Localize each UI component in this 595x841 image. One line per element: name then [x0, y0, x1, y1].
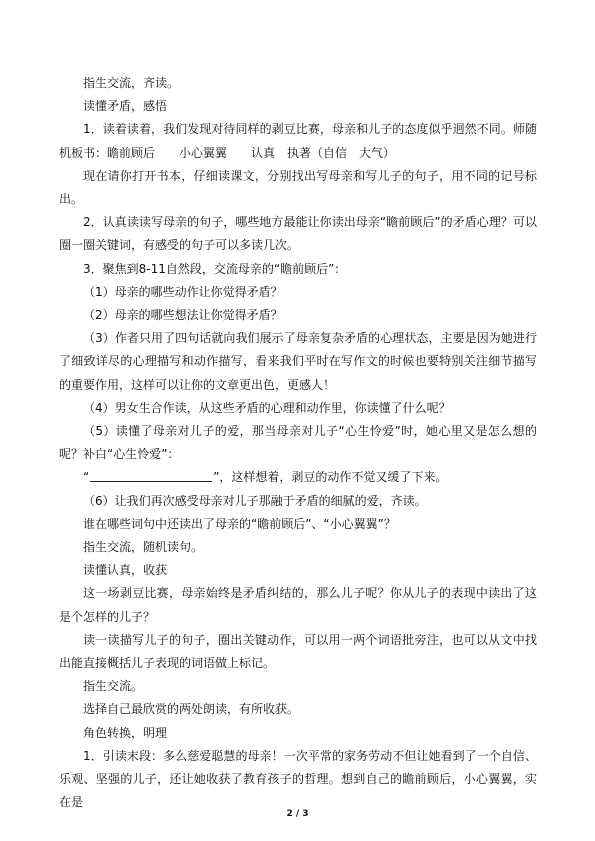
- paragraph: [59, 327, 537, 397]
- paragraph: [59, 722, 537, 745]
- paragraph-text: 谁在哪些词句中还读出了母亲的“瞻前顾后”、“小心翼翼”？: [83, 516, 396, 531]
- paragraph: [59, 582, 537, 628]
- paragraph-text: （1）母亲的哪些动作让你觉得矛盾？: [83, 284, 283, 299]
- paragraph-text: 3．聚焦到8-11自然段，交流母亲的“瞻前顾后”：: [83, 261, 347, 276]
- paragraph-text: 指生交流，齐读。: [83, 76, 180, 90]
- paragraph: [59, 165, 537, 211]
- paragraph: [59, 490, 537, 513]
- page-number: 2 / 3: [286, 809, 309, 819]
- paragraph: [59, 466, 537, 489]
- paragraph: [59, 745, 537, 815]
- paragraph-text: 这一场剥豆比赛，母亲始终是矛盾纠结的，那么儿子呢？你从儿子的表现中读出了这是个怎样的儿子？: [59, 586, 537, 624]
- paragraph: [59, 304, 537, 327]
- paragraph-text: 2．认真读读写母亲的句子，哪些地方最能让你读出母亲“瞻前顾后”的矛盾心理？可以圈一圈关键词，有感受的句子可以多读几次。: [59, 215, 537, 253]
- paragraph: [59, 281, 537, 304]
- paragraph-text: 1．引读末段：多么慈爱聪慧的母亲！一次平常的家务劳动不但让她看到了一个自信、乐观、坚强的儿子，还让她收获了教育孩子的哲理。想到自己的瞻前顾后，小心翼翼，实在是: [59, 748, 537, 810]
- open-quote: “: [83, 470, 90, 485]
- document-body: [59, 72, 537, 815]
- paragraph-text: 读懂认真，收获: [83, 563, 168, 578]
- paragraph-text: 指生交流，随机读句。: [83, 540, 204, 555]
- paragraph-text: 现在请你打开书本，仔细读课文，分别找出写母亲和写儿子的句子，用不同的记号标出。: [59, 168, 537, 207]
- paragraph: [59, 513, 537, 536]
- paragraph-text: 角色转换，明理: [83, 725, 168, 740]
- paragraph: [59, 559, 537, 582]
- paragraph-text: 1．读着读着，我们发现对待同样的剥豆比赛，母亲和儿子的态度似乎迥然不同。师随机板书：瞻前顾后 小心翼翼 认真 执著（自信 大气）: [59, 122, 537, 160]
- paragraph-text: （2）母亲的哪些想法让你觉得矛盾？: [83, 308, 283, 323]
- paragraph: [59, 72, 537, 95]
- paragraph-text: 读懂矛盾，感悟: [83, 99, 168, 114]
- paragraph: [59, 629, 537, 675]
- paragraph: [59, 258, 537, 281]
- paragraph-text: 选择自己最欣赏的两处朗读，有所收获。: [83, 702, 300, 717]
- paragraph: [59, 536, 537, 559]
- paragraph: [59, 211, 537, 257]
- paragraph-text: （3）作者只用了四句话就向我们展示了母亲复杂矛盾的心理状态，主要是因为她进行了细致详尽的心理描写和动作描写，看来我们平时在写作文的时候也要特别关注细节描写的重要作用，这样可以让你的文章更出色，更感人！: [59, 331, 537, 392]
- paragraph: [59, 397, 537, 420]
- paragraph: [59, 698, 537, 721]
- paragraph-text: （6）让我们再次感受母亲对儿子那融于矛盾的细腻的爱，齐读。: [83, 493, 427, 508]
- fill-in-blank: [90, 469, 212, 482]
- paragraph-text: （4）男女生合作读，从这些矛盾的心理和动作里，你读懂了什么呢？: [83, 400, 451, 415]
- paragraph-text: ”，这样想着，剥豆的动作不觉又缓了下来。: [213, 470, 448, 485]
- paragraph-text: （5）读懂了母亲对儿子的爱，那当母亲对儿子“心生怜爱”时，她心里又是怎么想的呢？补白“心生怜爱”：: [59, 424, 537, 462]
- paragraph-text: 指生交流。: [83, 679, 144, 694]
- paragraph: [59, 675, 537, 698]
- paragraph: [59, 95, 537, 118]
- paragraph: [59, 420, 537, 466]
- paragraph: [59, 118, 537, 164]
- paragraph-text: 读一读描写儿子的句子，圈出关键动作，可以用一两个词语批旁注，也可以从文中找出能直接概括儿子表现的词语做上标记。: [59, 632, 537, 671]
